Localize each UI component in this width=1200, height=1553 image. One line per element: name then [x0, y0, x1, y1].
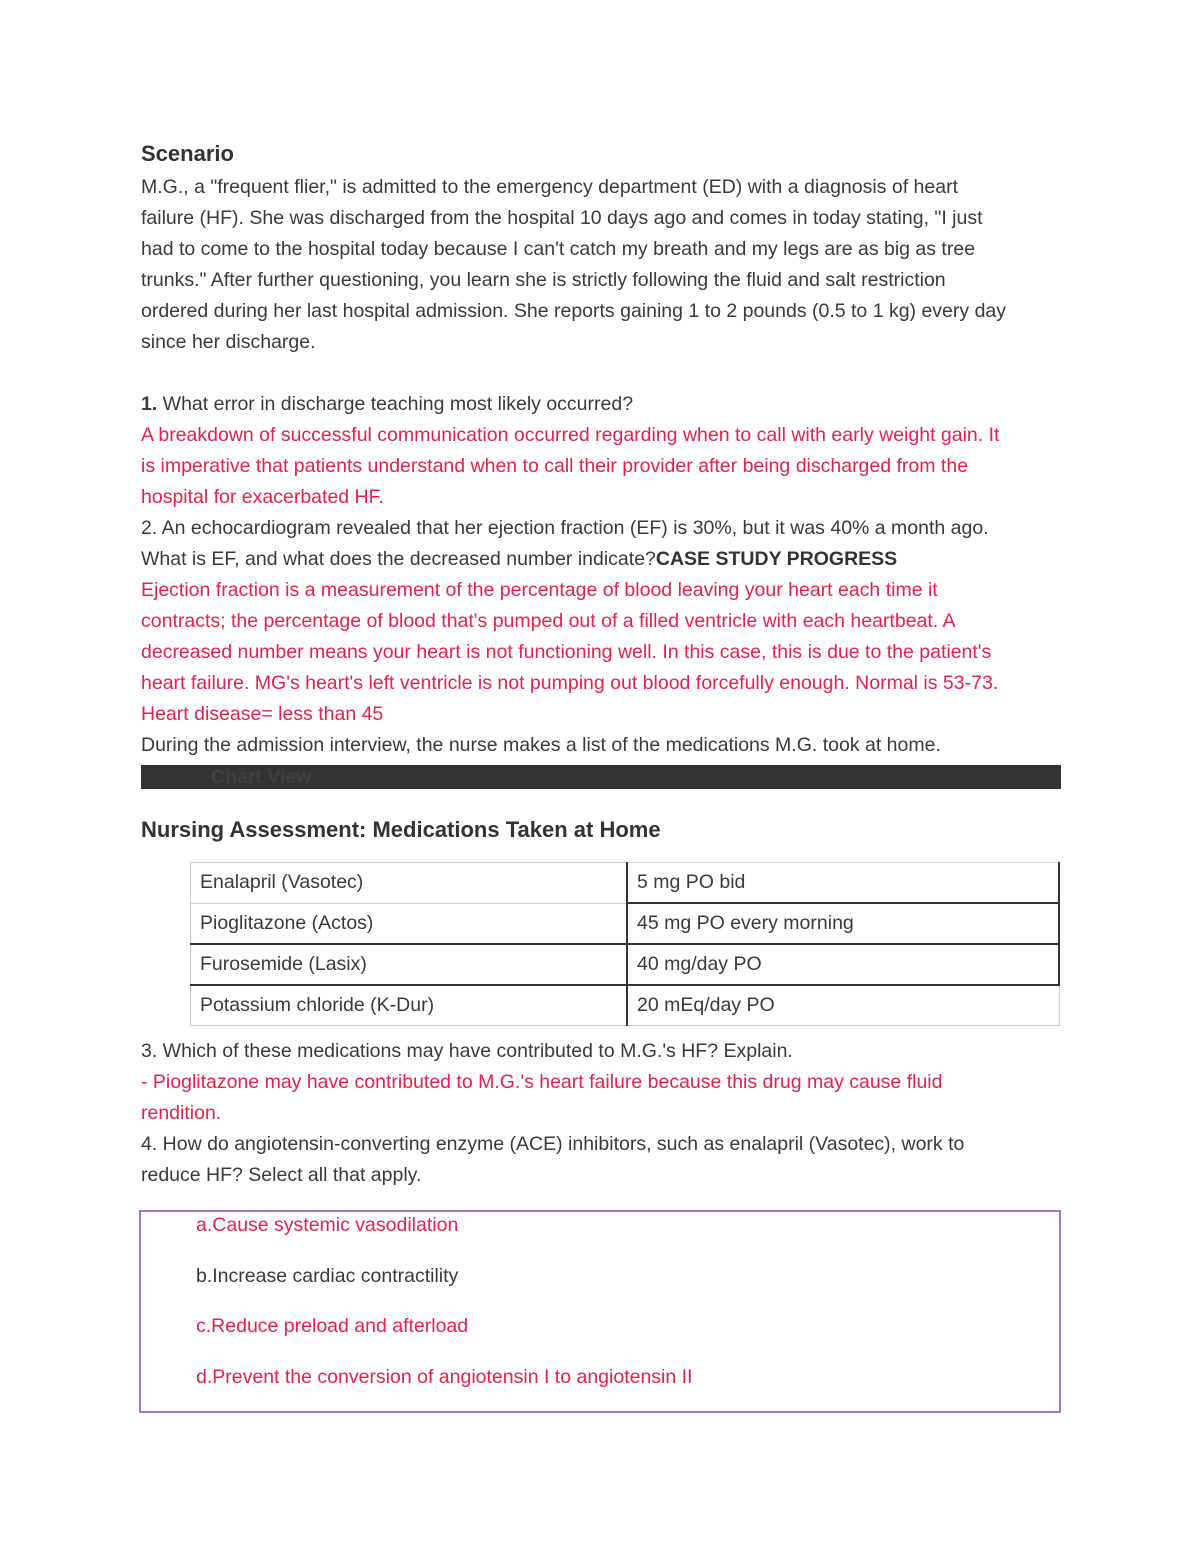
answer-2-line: contracts; the percentage of blood that's pumped out of a filled ventricle with each heartbeat. A [141, 610, 956, 632]
option-a[interactable]: a.Cause systemic vasodilation [196, 1214, 459, 1236]
question-1-number: 1. [141, 393, 158, 415]
table-row [191, 903, 1060, 944]
admission-interview-text: During the admission interview, the nurse makes a list of the medications M.G. took at home. [141, 734, 941, 756]
question-4-line: 4. How do angiotensin-converting enzyme (ACE) inhibitors, such as enalapril (Vasotec), work to [141, 1133, 965, 1155]
chart-view-label: Chart View [211, 766, 312, 788]
table-row [191, 985, 1060, 1026]
answer-1-line: A breakdown of successful communication occurred regarding when to call with early weight gain. It [141, 424, 1000, 446]
option-c[interactable]: c.Reduce preload and afterload [196, 1315, 469, 1337]
document-content [141, 140, 1061, 1191]
table-row [191, 863, 1060, 904]
chart-view-bar[interactable] [141, 765, 1061, 789]
question-2-text: What is EF, and what does the decreased number indicate? [141, 548, 656, 570]
question-2-line: 2. An echocardiogram revealed that her ejection fraction (EF) is 30%, but it was 40% a month ago. [141, 517, 989, 539]
scenario-line: M.G., a "frequent flier," is admitted to the emergency department (ED) with a diagnosis of heart [141, 176, 958, 198]
drug-cell: Pioglitazone (Actos) [191, 903, 628, 944]
medications-table [190, 862, 1060, 1026]
drug-cell: Furosemide (Lasix) [191, 944, 628, 985]
scenario-line: trunks." After further questioning, you learn she is strictly following the fluid and salt restriction [141, 269, 946, 291]
dose-cell: 45 mg PO every morning [627, 903, 1059, 944]
dose-cell: 40 mg/day PO [627, 944, 1059, 985]
answer-1-line: hospital for exacerbated HF. [141, 486, 384, 508]
answer-3-line: rendition. [141, 1102, 222, 1124]
table-row [191, 944, 1060, 985]
drug-cell: Potassium chloride (K-Dur) [191, 985, 628, 1026]
scenario-line: ordered during her last hospital admission. She reports gaining 1 to 2 pounds (0.5 to 1 kg) every day [141, 300, 1007, 322]
option-b[interactable]: b.Increase cardiac contractility [196, 1265, 459, 1287]
option-d[interactable]: d.Prevent the conversion of angiotensin I to angiotensin II [196, 1366, 693, 1388]
question-3-block [141, 1036, 1061, 1191]
assessment-title: Nursing Assessment: Medications Taken at Home [141, 817, 661, 842]
answer-2-line: Heart disease= less than 45 [141, 703, 384, 725]
answer-2-line: decreased number means your heart is not functioning well. In this case, this is due to the patient's [141, 641, 992, 663]
answer-2-line: Ejection fraction is a measurement of the percentage of blood leaving your heart each time it [141, 579, 938, 601]
answer-options-box [139, 1210, 1061, 1413]
scenario-line: failure (HF). She was discharged from the hospital 10 days ago and comes in today stating, "I just [141, 207, 983, 229]
dose-cell: 20 mEq/day PO [627, 985, 1059, 1026]
question-4-line: reduce HF? Select all that apply. [141, 1164, 422, 1186]
scenario-line: had to come to the hospital today because I can't catch my breath and my legs are as big as tree [141, 238, 976, 260]
drug-cell: Enalapril (Vasotec) [191, 863, 628, 904]
question-3: 3. Which of these medications may have contributed to M.G.'s HF? Explain. [141, 1040, 793, 1062]
answer-2-line: heart failure. MG's heart's left ventricle is not pumping out blood forcefully enough. Normal is 53-73. [141, 672, 999, 694]
answer-1-line: is imperative that patients understand when to call their provider after being discharged from the [141, 455, 969, 477]
question-1 [141, 389, 1061, 420]
scenario-heading: Scenario [141, 141, 234, 166]
case-study-progress-label: CASE STUDY PROGRESS [655, 548, 898, 570]
question-1-text: What error in discharge teaching most likely occurred? [157, 393, 634, 415]
answer-3-line: - Pioglitazone may have contributed to M.G.'s heart failure because this drug may cause fluid [141, 1071, 943, 1093]
blank-line [141, 358, 1061, 389]
question-2-line [141, 544, 1061, 575]
dose-cell: 5 mg PO bid [627, 863, 1059, 904]
scenario-line: since her discharge. [141, 331, 316, 353]
